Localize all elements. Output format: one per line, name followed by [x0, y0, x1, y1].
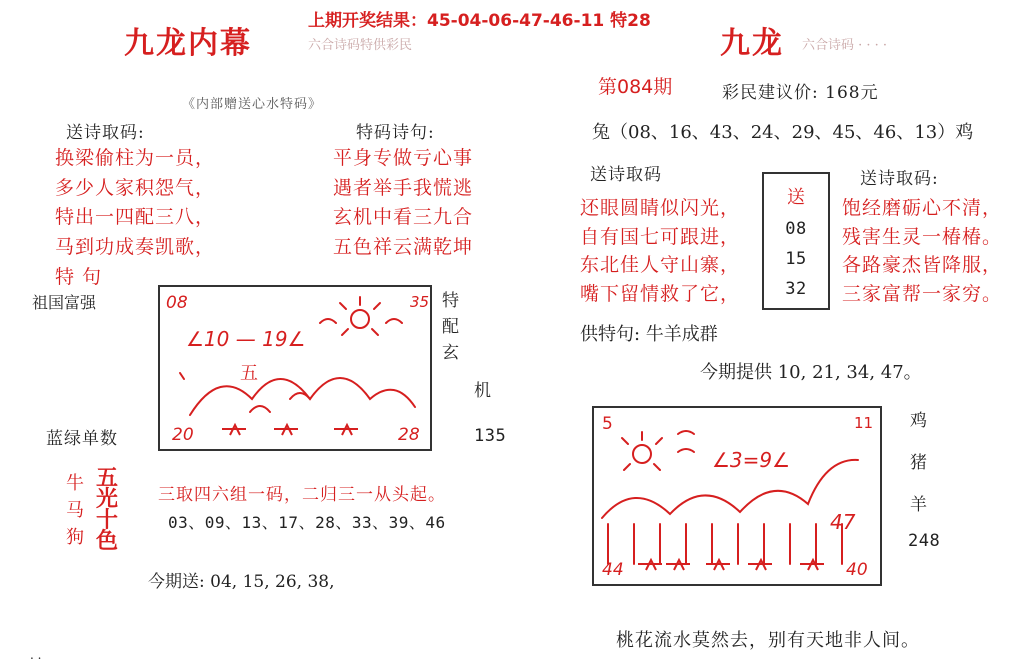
- last-draw-result: 上期开奖结果：45-04-06-47-46-11 特28: [308, 11, 651, 31]
- code-248: 248: [908, 531, 941, 551]
- left-poem-head: 送诗取码:: [66, 123, 145, 143]
- right-subtitle: 六合诗码 · · · ·: [802, 38, 888, 53]
- animal-list: [66, 470, 84, 551]
- left-subtitle: 六合诗码特供彩民: [308, 38, 413, 53]
- wuguang-char: 十: [96, 507, 119, 533]
- left-poem-line: 多少人家积怨气，: [55, 176, 216, 199]
- special-verse-line: 五色祥云满乾坤: [333, 235, 474, 258]
- left-special-verse: [333, 144, 473, 262]
- right-poem-line: 东北佳人守山寨，: [580, 254, 741, 276]
- send-box-number: 32: [785, 279, 807, 299]
- special-verse-line: 遇者举手我慌逃: [333, 176, 474, 199]
- wuguang-shise: [96, 465, 119, 554]
- right-poem-line: 自有国七可跟进，: [580, 225, 741, 248]
- left-vertical-text: [442, 288, 459, 366]
- drawing-number: 20: [172, 425, 194, 445]
- vertical-char: 特: [442, 291, 459, 311]
- drawing-number: 40: [846, 560, 868, 580]
- right-poem-head-right: 送诗取码:: [860, 169, 939, 189]
- corner-dots: . .: [30, 648, 42, 662]
- side-zodiac-item: 鸡: [910, 411, 927, 431]
- left-poem: [55, 144, 215, 262]
- left-poem-line: 马到功成奏凯歌，: [55, 235, 216, 258]
- right-poem-line: 各路豪杰皆降服，: [842, 254, 1003, 276]
- side-zodiac: [910, 400, 927, 526]
- vertical-char: 配: [442, 317, 459, 337]
- right-poem-line: 三家富帮一家穷。: [842, 282, 1003, 305]
- send-box: [762, 172, 830, 310]
- side-zodiac-item: 羊: [910, 495, 927, 515]
- animal-item: 马: [66, 500, 84, 521]
- send-box-number: 08: [785, 219, 807, 239]
- left-poem-line: 特出一四配三八，: [55, 206, 216, 228]
- drawing-number: 5: [602, 414, 613, 434]
- drawing-number: 08: [166, 293, 188, 313]
- send-box-label: 送: [787, 187, 805, 208]
- vertical-char: 玄: [442, 343, 459, 363]
- right-poem-head-left: 送诗取码: [590, 165, 662, 185]
- animal-item: 狗: [66, 527, 84, 548]
- right-poem-line: 饱经磨砺心不清，: [842, 197, 1003, 219]
- drawing-character: 五: [240, 363, 258, 384]
- mountains-sun-sketch: [160, 287, 430, 449]
- drawing-number: 28: [398, 425, 420, 445]
- provide-numbers: 今期提供 10, 21, 34, 47。: [700, 362, 922, 383]
- special-verse-line: 玄机中看三九合: [333, 206, 474, 228]
- right-drawing-box: [592, 406, 882, 586]
- right-poem-line: 嘴下留情救了它，: [580, 282, 741, 305]
- left-tag: 《内部赠送心水特码》: [182, 97, 323, 112]
- right-title: 九龙: [720, 26, 784, 61]
- code-135: 135: [474, 426, 507, 446]
- wuguang-char: 五: [96, 465, 119, 491]
- zodiac-line: 兔（08、16、43、24、29、45、46、13）鸡: [592, 122, 974, 143]
- te-ju-label: 特 句: [55, 266, 103, 288]
- footer-verse: 桃花流水莫然去，别有天地非人间。: [616, 630, 920, 651]
- left-title: 九龙内幕: [124, 26, 252, 61]
- lanlv-label: 蓝绿单数: [46, 429, 118, 449]
- drawing-formula: ∠3=9∠: [712, 448, 791, 472]
- right-poem-line: 还眼圆睛似闪光，: [580, 197, 741, 219]
- wuguang-char: 光: [96, 486, 119, 512]
- left-drawing-box: [158, 285, 432, 451]
- side-zodiac-item: 猪: [910, 453, 927, 473]
- left-special-head: 特码诗句:: [356, 123, 435, 143]
- suggested-price: 彩民建议价: 168元: [722, 83, 879, 103]
- drawing-number: 11: [854, 414, 874, 432]
- drawing-number: 47: [830, 510, 856, 534]
- issue-number: 第084期: [598, 76, 673, 98]
- drawing-formula: ∠10 — 19∠: [186, 327, 306, 351]
- left-codes: 03、09、13、17、28、33、39、46: [168, 513, 446, 532]
- wuguang-char: 色: [96, 528, 119, 554]
- zuguo-label: 祖国富强: [32, 293, 97, 312]
- rule-text: 三取四六组一码，二归三一从头起。: [158, 485, 446, 505]
- right-poem-line: 残害生灵一椿椿。: [842, 225, 1003, 248]
- special-verse: 供特句: 牛羊成群: [580, 324, 718, 345]
- drawing-number: 35: [410, 293, 430, 311]
- left-send: 今期送: 04, 15, 26, 38,: [148, 572, 335, 592]
- special-verse-line: 平身专做亏心事: [333, 147, 474, 169]
- right-poem-left: [580, 194, 740, 308]
- right-poem-right: [842, 194, 1002, 308]
- drawing-number: 44: [602, 560, 624, 580]
- mountains-sun-sketch: [594, 408, 880, 584]
- animal-item: 牛: [66, 473, 84, 494]
- left-poem-line: 换梁偷柱为一员，: [55, 147, 216, 169]
- ji-label: 机: [474, 381, 491, 401]
- send-box-number: 15: [785, 249, 807, 269]
